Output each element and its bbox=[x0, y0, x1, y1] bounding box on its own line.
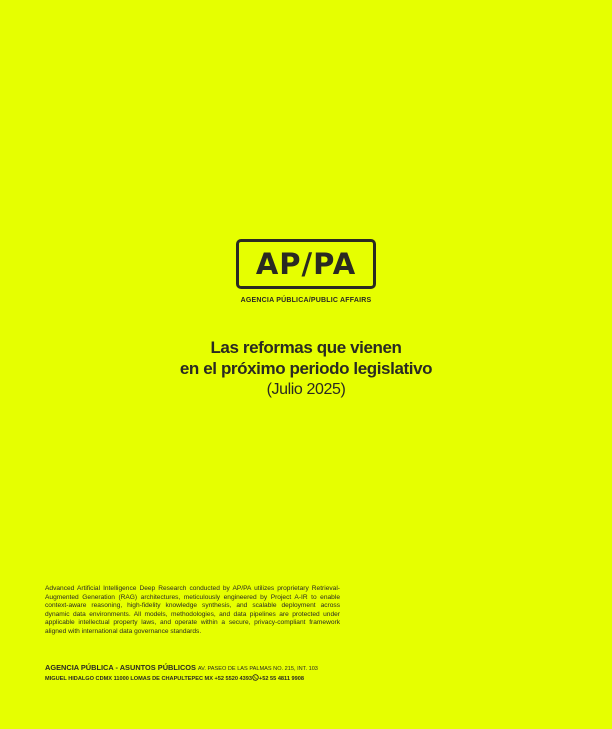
logo-block bbox=[0, 239, 612, 304]
disclaimer-text: Advanced Artificial Intelligence Deep Research conducted by AP/PA utilizes proprietary Retrieval-Augmented Generation (RAG) architectures, meticulously engineered by Project A-IR to enable context-aware reasoning, high-fidelity knowledge synthesis, and scalable deployment across dynamic data environments. All models, methodologies, and data pipelines are protected under applicable intellectual property laws, and operate within a secure, privacy-compliant framework aligned with international data governance standards. bbox=[45, 585, 340, 635]
footer-phone-2: +52 55 4811 9908 bbox=[259, 676, 304, 682]
footer-address-2: MIGUEL HIDALGO CDMX 11000 LOMAS DE CHAPULTEPEC MX bbox=[45, 676, 213, 682]
title-line-1: Las reformas que vienen bbox=[210, 338, 402, 357]
footer-line-1 bbox=[45, 663, 375, 674]
footer-phone-1: +52 5520 4393 bbox=[214, 676, 252, 682]
logo-text: AP/PA bbox=[255, 247, 357, 281]
title-date: (Julio 2025) bbox=[266, 381, 346, 398]
logo bbox=[236, 239, 376, 289]
title-line-2: en el próximo periodo legislativo bbox=[179, 359, 433, 378]
footer-address-1: AV. PASEO DE LAS PALMAS NO. 215, INT. 103 bbox=[197, 666, 318, 672]
document-title bbox=[0, 337, 612, 401]
footer bbox=[45, 663, 375, 684]
whatsapp-icon bbox=[252, 674, 259, 681]
logo-tagline: AGENCIA PÚBLICA/PUBLIC AFFAIRS bbox=[240, 297, 372, 304]
footer-brand: AGENCIA PÚBLICA - ASUNTOS PÚBLICOS bbox=[45, 663, 196, 672]
footer-line-2 bbox=[45, 674, 375, 684]
